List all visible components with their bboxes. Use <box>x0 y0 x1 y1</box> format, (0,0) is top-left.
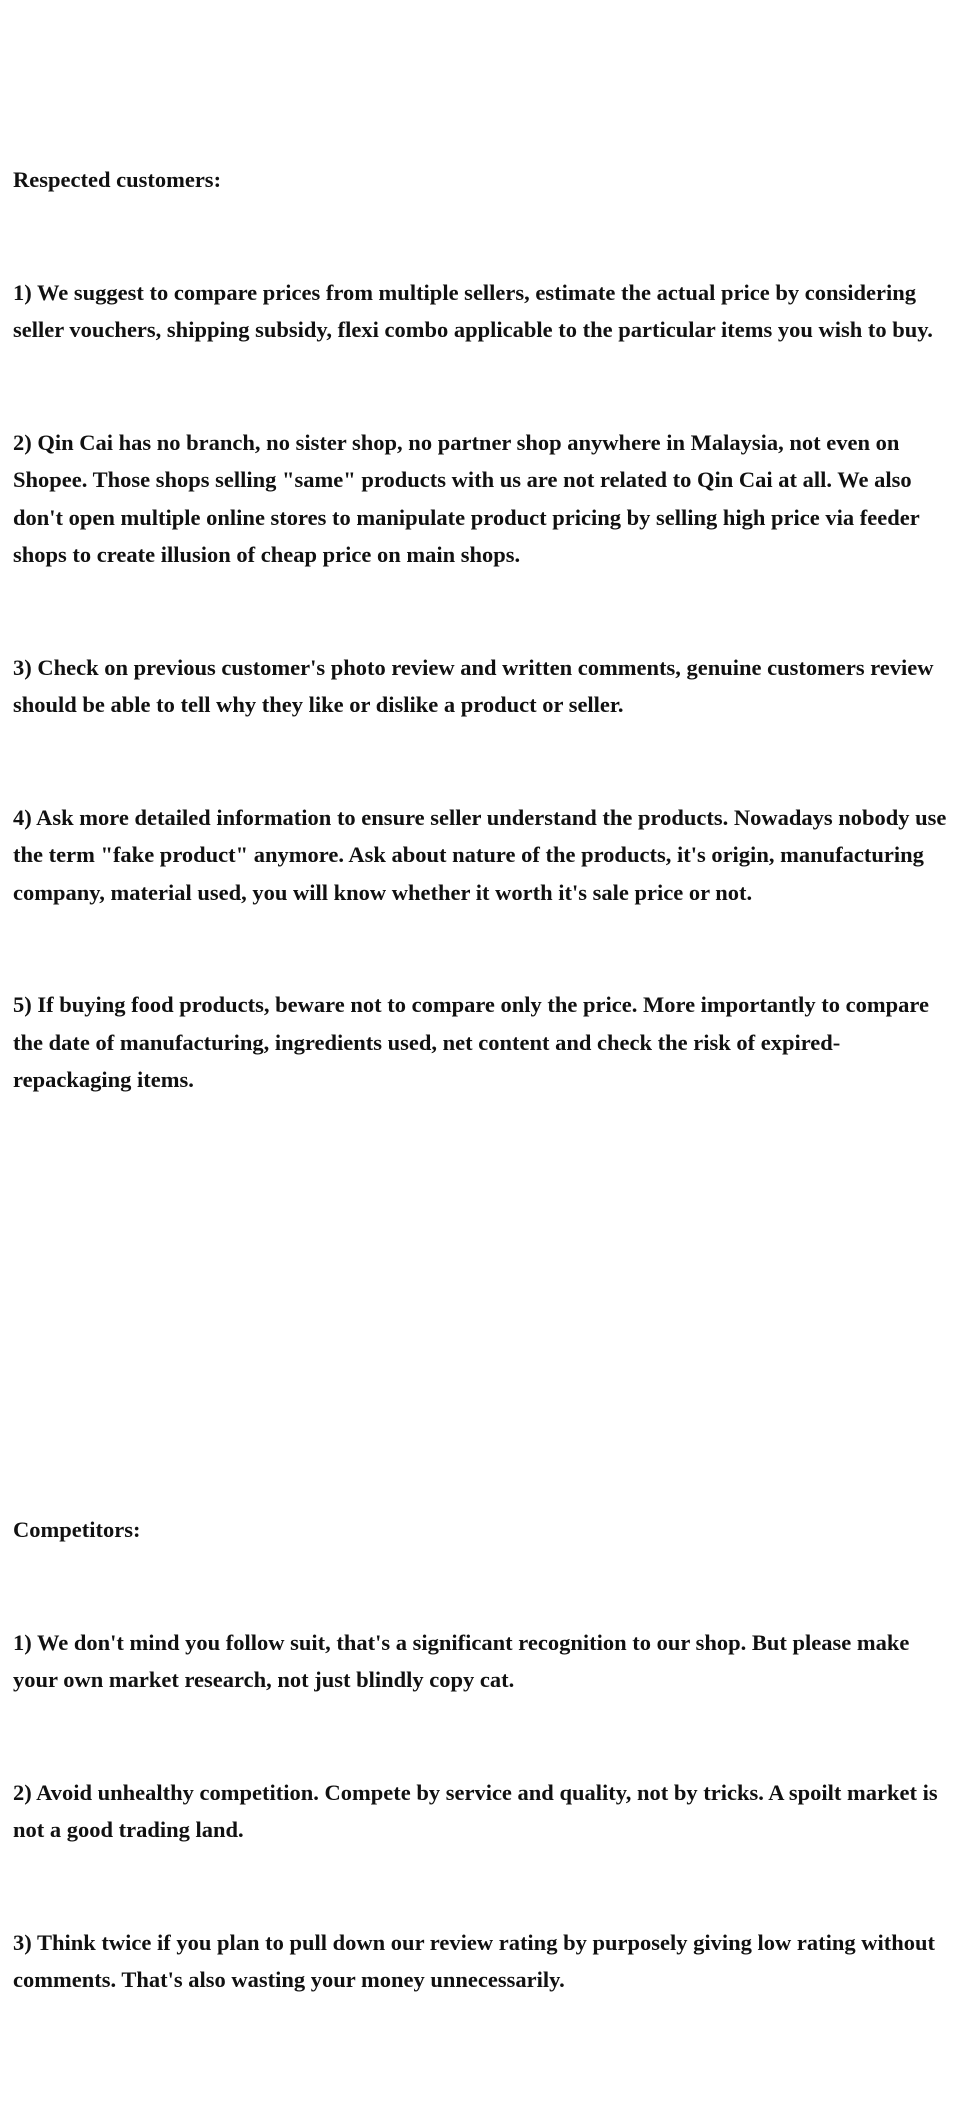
competitor-point: 1) We don't mind you follow suit, that's a significant recognition to our shop. But please make your own market research, not just blindly copy cat. <box>13 1629 915 1692</box>
customer-point: 1) We suggest to compare prices from multiple sellers, estimate the actual price by considering seller vouchers, shipping subsidy, flexi combo applicable to the particular items you wish to buy. <box>13 279 933 342</box>
customer-point: 5) If buying food products, beware not to compare only the price. More importantly to compare the date of manufacturing, ingredients used, net content and check the risk of expired-repackaging items. <box>13 992 935 1092</box>
customers-heading: Respected customers: <box>13 167 222 192</box>
customers-section <box>13 86 953 1174</box>
competitors-heading: Competitors: <box>13 1517 141 1542</box>
competitors-section <box>13 1436 953 2074</box>
customer-point: 3) Check on previous customer's photo review and written comments, genuine customers review should be able to tell why they like or dislike a product or seller. <box>13 654 940 717</box>
customer-point: 4) Ask more detailed information to ensure seller understand the products. Nowadays nobody use the term "fake product" anymore. Ask about nature of the products, it's origin, manufacturing company, material used, you will know whether it worth it's sale price or not. <box>13 804 953 905</box>
customer-point: 2) Qin Cai has no branch, no sister shop, no partner shop anywhere in Malaysia, not even on Shopee. Those shops selling "same" products with us are not related to Qin Cai at all. We also don't open multiple online stores to manipulate product pricing by selling high price via feeder shops to create illusion of cheap price on main shops. <box>13 429 925 567</box>
section-spacer <box>13 1286 953 1324</box>
competitor-point: 3) Think twice if you plan to pull down our review rating by purposely giving low rating without comments. That's also wasting your money unnecessarily. <box>13 1929 941 1992</box>
notice-document <box>13 11 953 2111</box>
competitor-point: 2) Avoid unhealthy competition. Compete by service and quality, not by tricks. A spoilt market is not a good trading land. <box>13 1779 944 1842</box>
